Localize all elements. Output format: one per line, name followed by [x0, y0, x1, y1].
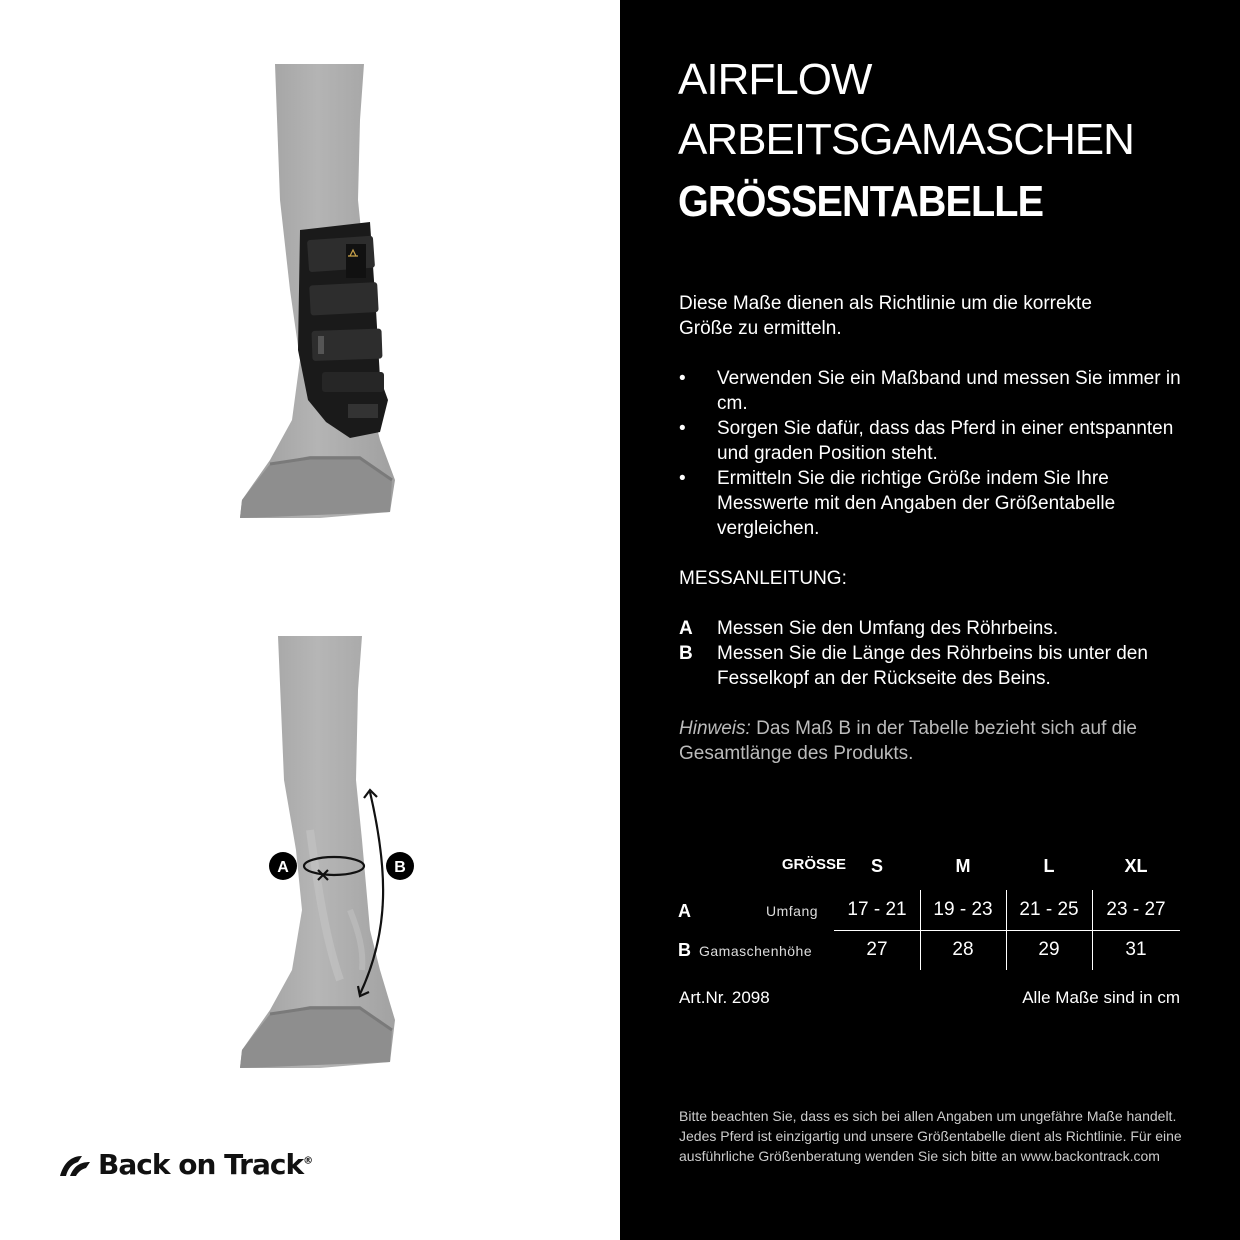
- size-header: L: [1043, 856, 1055, 876]
- units-note: Alle Maße sind in cm: [1022, 988, 1180, 1007]
- instruction-list: [679, 366, 1199, 541]
- intro-text: Diese Maße dienen als Richtlinie um die korrekte Größe zu ermitteln.: [679, 293, 1092, 339]
- disclaimer-text: Bitte beachten Sie, dass es sich bei allen Angaben um ungefähre Maße handelt. Jedes Pferd ist einzigartig und unsere Größentabelle dient als Richtlinie. Für eine ausführliche Größenberatung wenden Sie sich bitte an www.backontrack.com: [679, 1108, 1182, 1164]
- brand-name: Back on Track®: [98, 1148, 313, 1181]
- size-header: XL: [1124, 856, 1148, 876]
- title-line-1: AIRFLOW: [678, 55, 872, 104]
- brand-mark-icon: [58, 1152, 92, 1178]
- table-cell: 19 - 23: [933, 899, 993, 920]
- table-divider: [1006, 890, 1007, 970]
- table-cell: 29: [1038, 939, 1060, 960]
- row-letter-b: B: [678, 940, 691, 960]
- marker-a: A: [277, 859, 289, 876]
- list-item: • Verwenden Sie ein Maßband und messen Sie immer in cm.: [679, 368, 1181, 414]
- table-divider: [1092, 890, 1093, 970]
- list-item: • Sorgen Sie dafür, dass das Pferd in einer entspannten und graden Position steht.: [679, 418, 1174, 464]
- table-cell: 23 - 27: [1106, 899, 1166, 920]
- row-letter-a: A: [678, 901, 691, 921]
- size-header: S: [870, 856, 883, 876]
- table-cell: 28: [952, 939, 974, 960]
- table-cell: 31: [1125, 939, 1147, 960]
- brand-logo: [58, 1148, 312, 1181]
- row-label-circumference: Umfang: [766, 903, 819, 919]
- table-cell: 21 - 25: [1019, 899, 1079, 920]
- title-line-3: GRÖSSENTABELLE: [678, 177, 1044, 226]
- row-label-height: Gamaschenhöhe: [699, 943, 813, 959]
- marker-b: B: [394, 859, 406, 876]
- leg-measurement-diagram: [230, 630, 430, 1080]
- hint-note: Hinweis: Das Maß B in der Tabelle bezieht sich auf die Gesamtlänge des Produkts.: [679, 718, 1138, 764]
- measure-instructions: [679, 616, 1179, 691]
- info-panel: [620, 0, 1240, 1240]
- table-header-label: GRÖSSE: [781, 856, 846, 873]
- article-number: Art.Nr. 2098: [679, 988, 770, 1007]
- measure-item-a: A Messen Sie den Umfang des Röhrbeins.: [679, 618, 1059, 639]
- table-divider: [920, 890, 921, 970]
- title-line-2: ARBEITSGAMASCHEN: [678, 115, 1134, 164]
- measure-heading: MESSANLEITUNG:: [679, 568, 847, 589]
- table-divider: [834, 930, 1180, 931]
- table-cell: 17 - 21: [847, 899, 907, 920]
- measure-item-b: B Messen Sie die Länge des Röhrbeins bis unter den Fesselkopf an der Rückseite des Beins.: [679, 643, 1148, 689]
- leg-with-boot-illustration: [230, 60, 420, 530]
- size-header: M: [955, 856, 971, 876]
- table-cell: 27: [866, 939, 888, 960]
- list-item: • Ermitteln Sie die richtige Größe indem Sie Ihre Messwerte mit den Angaben der Größentabelle vergleichen.: [679, 468, 1116, 539]
